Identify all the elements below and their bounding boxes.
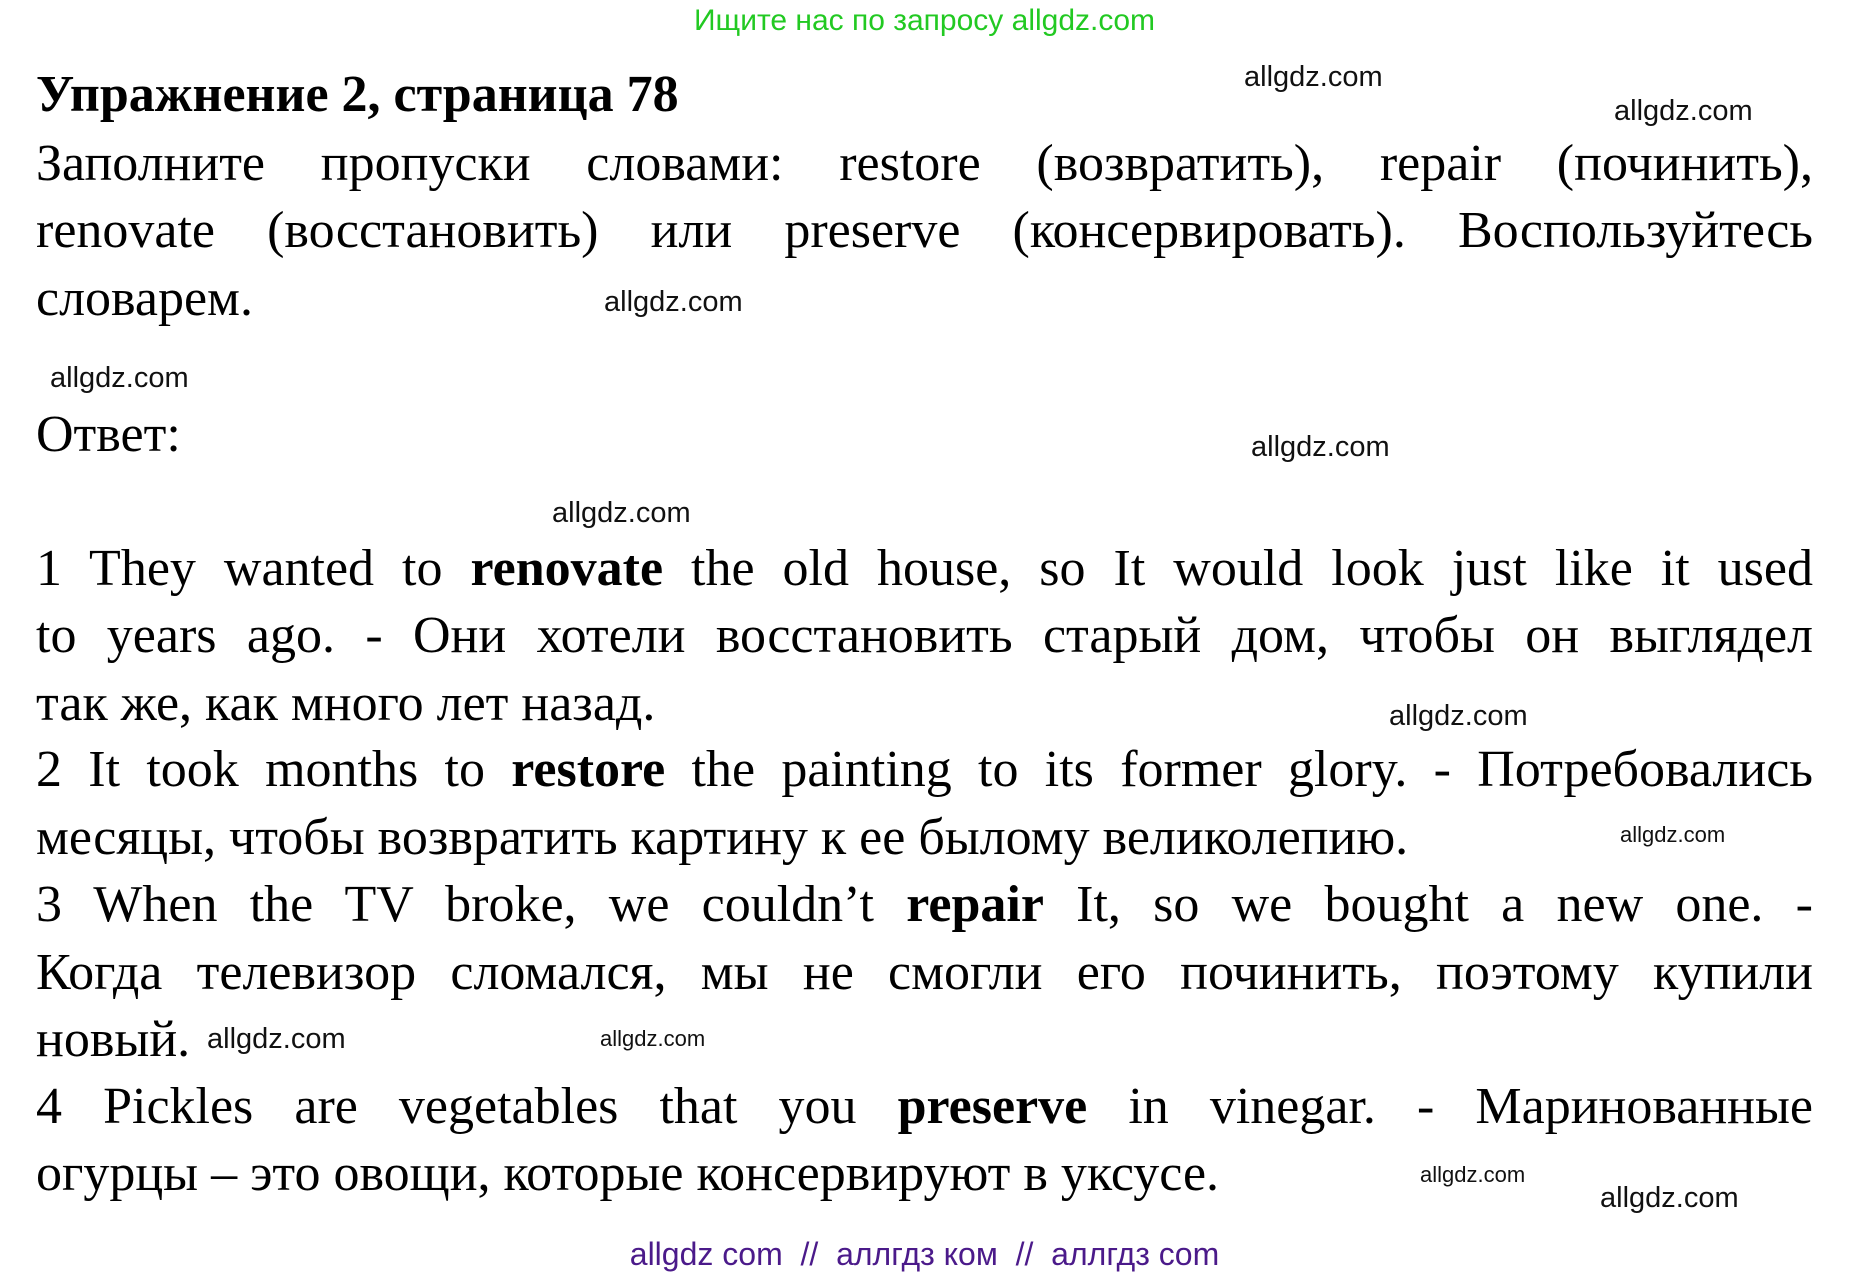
watermark: allgdz.com	[1251, 431, 1390, 463]
answer-word: repair	[906, 876, 1044, 933]
watermark: allgdz.com	[1420, 1162, 1526, 1187]
watermark: allgdz.com	[1620, 822, 1726, 847]
watermark: allgdz.com	[1600, 1182, 1739, 1214]
text: in vinegar. - Маринованные	[1087, 1078, 1813, 1135]
instruction-line: словарем.	[36, 270, 253, 327]
answer-3-line: новый.	[36, 1011, 191, 1068]
watermark: allgdz.com	[604, 286, 743, 318]
footer-watermark: allgdz com // аллгдз ком // аллгдз com	[629, 1236, 1220, 1272]
text: the old house, so It would look just like it used	[663, 540, 1813, 597]
answer-label: Ответ:	[36, 406, 181, 463]
answer-1-line: так же, как много лет назад.	[36, 675, 656, 732]
watermark: allgdz.com	[1244, 61, 1383, 93]
watermark: allgdz.com	[1389, 700, 1528, 732]
answer-3-line	[36, 874, 1813, 936]
answer-4-line: огурцы – это овощи, которые консервируют в уксусе.	[36, 1145, 1220, 1202]
answer-1-line: to years ago. - Они хотели восстановить старый дом, чтобы он выглядел	[36, 607, 1813, 664]
watermark: allgdz.com	[50, 362, 189, 394]
watermark: allgdz.com	[207, 1023, 346, 1055]
page-title: Упражнение 2, страница 78	[36, 66, 679, 123]
search-banner: Ищите нас по запросу allgdz.com	[693, 4, 1156, 37]
watermark: allgdz.com	[552, 497, 691, 529]
text: 4 Pickles are vegetables that you	[36, 1078, 898, 1135]
answer-3-line: Когда телевизор сломался, мы не смогли его починить, поэтому купили	[36, 944, 1813, 1001]
answer-2-line	[36, 739, 1813, 801]
answer-word: restore	[511, 741, 666, 798]
instruction-line: Заполните пропуски словами: restore (возвратить), repair (починить),	[36, 135, 1813, 192]
answer-word: renovate	[470, 540, 664, 597]
answer-4-line	[36, 1076, 1813, 1138]
instruction-line: renovate (восстановить) или preserve (консервировать). Воспользуйтесь	[36, 202, 1813, 259]
text: 3 When the TV broke, we couldn’t	[36, 876, 907, 933]
text: It, so we bought a new one. -	[1043, 876, 1813, 933]
text: 1 They wanted to	[36, 540, 471, 597]
answer-1-line	[36, 538, 1813, 600]
answer-2-line: месяцы, чтобы возвратить картину к ее былому великолепию.	[36, 809, 1409, 866]
watermark: allgdz.com	[600, 1026, 706, 1051]
watermark: allgdz.com	[1614, 95, 1753, 127]
answer-word: preserve	[897, 1078, 1088, 1135]
text: 2 It took months to	[36, 741, 512, 798]
text: the painting to its former glory. - Потребовались	[665, 741, 1813, 798]
